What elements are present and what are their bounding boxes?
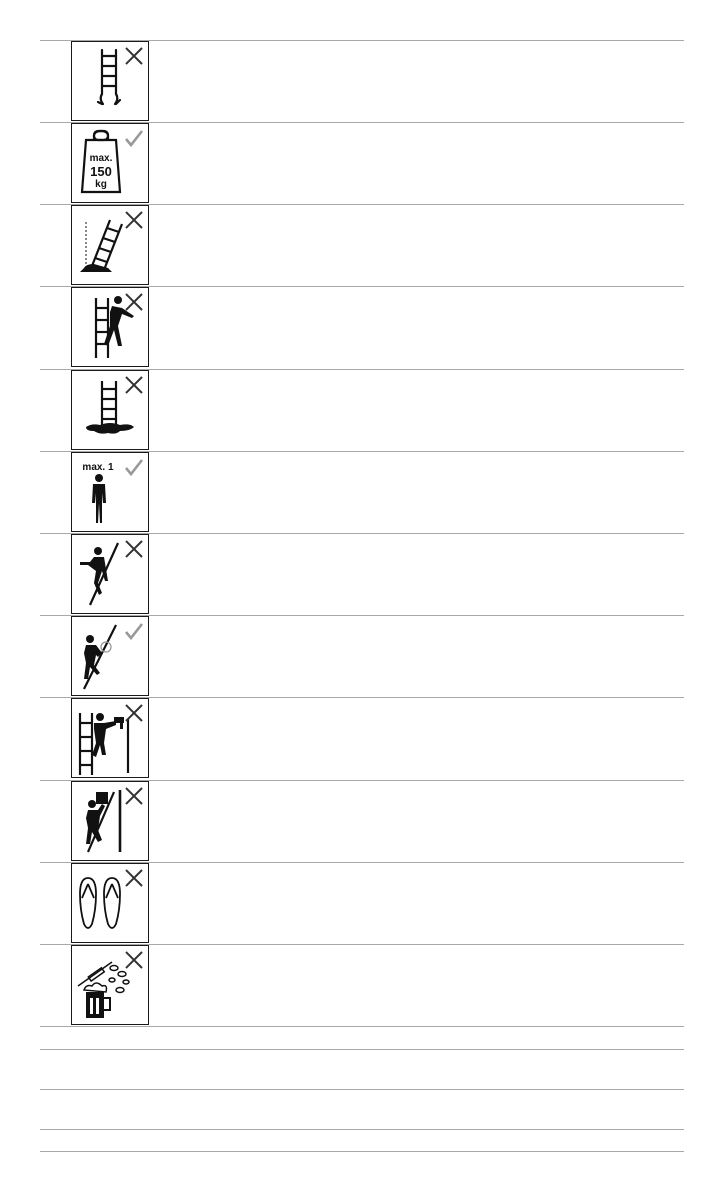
table-row <box>40 698 684 780</box>
weight-label-unit: kg <box>95 179 107 190</box>
pictogram-box <box>71 452 149 532</box>
prohibited-cross-icon <box>124 868 144 888</box>
pictogram-box <box>71 698 149 778</box>
weight-label-max: max. <box>89 153 113 164</box>
table-row <box>40 452 684 534</box>
table-rule <box>40 1089 684 1090</box>
table-row <box>40 534 684 616</box>
table-rule <box>40 1049 684 1050</box>
pictogram-box <box>71 945 149 1025</box>
prohibited-cross-icon <box>124 786 144 806</box>
prohibited-cross-icon <box>124 46 144 66</box>
table-row <box>40 781 684 863</box>
table-rule <box>40 1151 684 1152</box>
table-row <box>40 945 684 1027</box>
table-row <box>40 287 684 369</box>
pictogram-box <box>71 781 149 861</box>
permitted-check-icon <box>124 621 144 641</box>
permitted-check-icon <box>124 128 144 148</box>
pictogram-box <box>71 616 149 696</box>
weight-label-value: 150 <box>90 164 112 179</box>
table-row <box>40 205 684 287</box>
permitted-check-icon <box>124 457 144 477</box>
pictogram-box <box>71 534 149 614</box>
table-row <box>40 41 684 123</box>
prohibited-cross-icon <box>124 703 144 723</box>
table-row <box>40 863 684 945</box>
prohibited-cross-icon <box>124 375 144 395</box>
pictogram-box <box>71 370 149 450</box>
person-limit-label: max. 1 <box>82 462 114 473</box>
table-row <box>40 123 684 205</box>
table-rule <box>40 1129 684 1130</box>
pictogram-box <box>71 41 149 121</box>
pictogram-box <box>71 205 149 285</box>
pictogram-box <box>71 123 149 203</box>
table-row <box>40 370 684 452</box>
prohibited-cross-icon <box>124 539 144 559</box>
pictogram-box <box>71 287 149 367</box>
prohibited-cross-icon <box>124 950 144 970</box>
prohibited-cross-icon <box>124 292 144 312</box>
table-row <box>40 616 684 698</box>
prohibited-cross-icon <box>124 210 144 230</box>
pictogram-box <box>71 863 149 943</box>
